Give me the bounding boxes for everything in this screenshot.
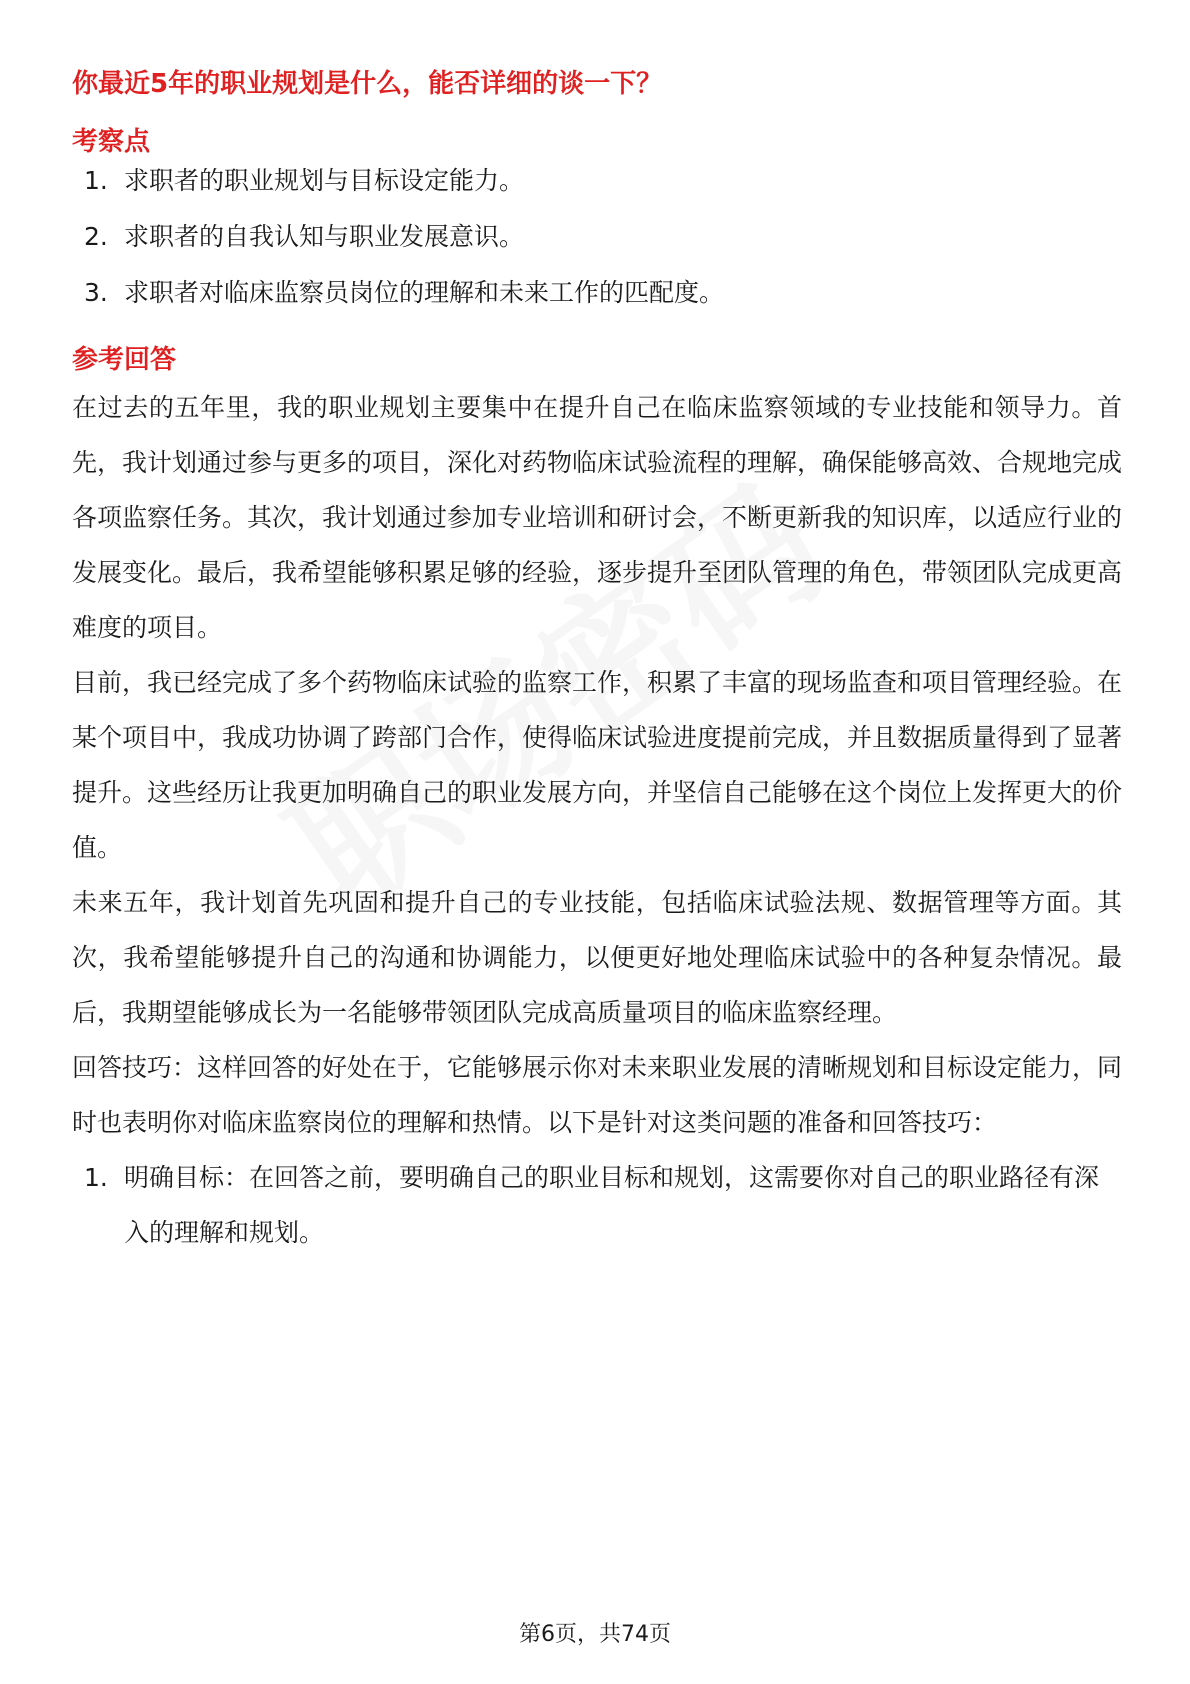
list-number: 1. bbox=[84, 166, 108, 195]
answer-paragraph-current: 目前，我已经完成了多个药物临床试验的监察工作，积累了丰富的现场监查和项目管理经验。在某个项目中，我成功协调了跨部门合作，使得临床试验进度提前完成，并且数据质量得到了显著提升。这些经历让我更加明确自己的职业发展方向，并坚信自己能够在这个岗位上发挥更大的价值。 bbox=[72, 668, 1123, 862]
answer-tips-intro: 回答技巧：这样回答的好处在于，它能够展示你对未来职业发展的清晰规划和目标设定能力，同时也表明你对临床监察岗位的理解和热情。以下是针对这类问题的准备和回答技巧： bbox=[72, 1053, 1123, 1137]
list-item bbox=[72, 1150, 1122, 1260]
answer-tips-list bbox=[72, 1150, 1122, 1260]
assessment-title: 考察点 bbox=[72, 127, 151, 157]
list-item-text: 明确目标：在回答之前，要明确自己的职业目标和规划，这需要你对自己的职业路径有深入的理解和规划。 bbox=[124, 1163, 1100, 1247]
list-item-text: 求职者对临床监察员岗位的理解和未来工作的匹配度。 bbox=[124, 278, 725, 307]
list-item bbox=[72, 274, 1122, 312]
list-item bbox=[72, 162, 1122, 200]
answer-paragraph-past: 在过去的五年里，我的职业规划主要集中在提升自己在临床监察领域的专业技能和领导力。首先，我计划通过参与更多的项目，深化对药物临床试验流程的理解，确保能够高效、合规地完成各项监察任务。其次，我计划通过参加专业培训和研讨会，不断更新我的知识库，以适应行业的发展变化。最后，我希望能够积累足够的经验，逐步提升至团队管理的角色，带领团队完成更高难度的项目。 bbox=[72, 393, 1123, 642]
list-number: 3. bbox=[84, 278, 108, 307]
list-item-text: 求职者的职业规划与目标设定能力。 bbox=[124, 166, 525, 195]
list-item-text: 求职者的自我认知与职业发展意识。 bbox=[124, 222, 525, 251]
list-item bbox=[72, 218, 1122, 256]
list-number: 2. bbox=[84, 222, 108, 251]
list-number: 1. bbox=[84, 1163, 108, 1192]
reference-answer-title: 参考回答 bbox=[72, 345, 177, 375]
answer-paragraph-future: 未来五年，我计划首先巩固和提升自己的专业技能，包括临床试验法规、数据管理等方面。其次，我希望能够提升自己的沟通和协调能力，以便更好地处理临床试验中的各种复杂情况。最后，我期望能够成长为一名能够带领团队完成高质量项目的临床监察经理。 bbox=[72, 888, 1122, 1027]
question-heading: 你最近5年的职业规划是什么，能否详细的谈一下？ bbox=[72, 69, 663, 99]
assessment-points-list bbox=[72, 162, 1122, 312]
page-content bbox=[72, 64, 1122, 1260]
page-footer: 第6页，共74页 bbox=[519, 1622, 671, 1647]
